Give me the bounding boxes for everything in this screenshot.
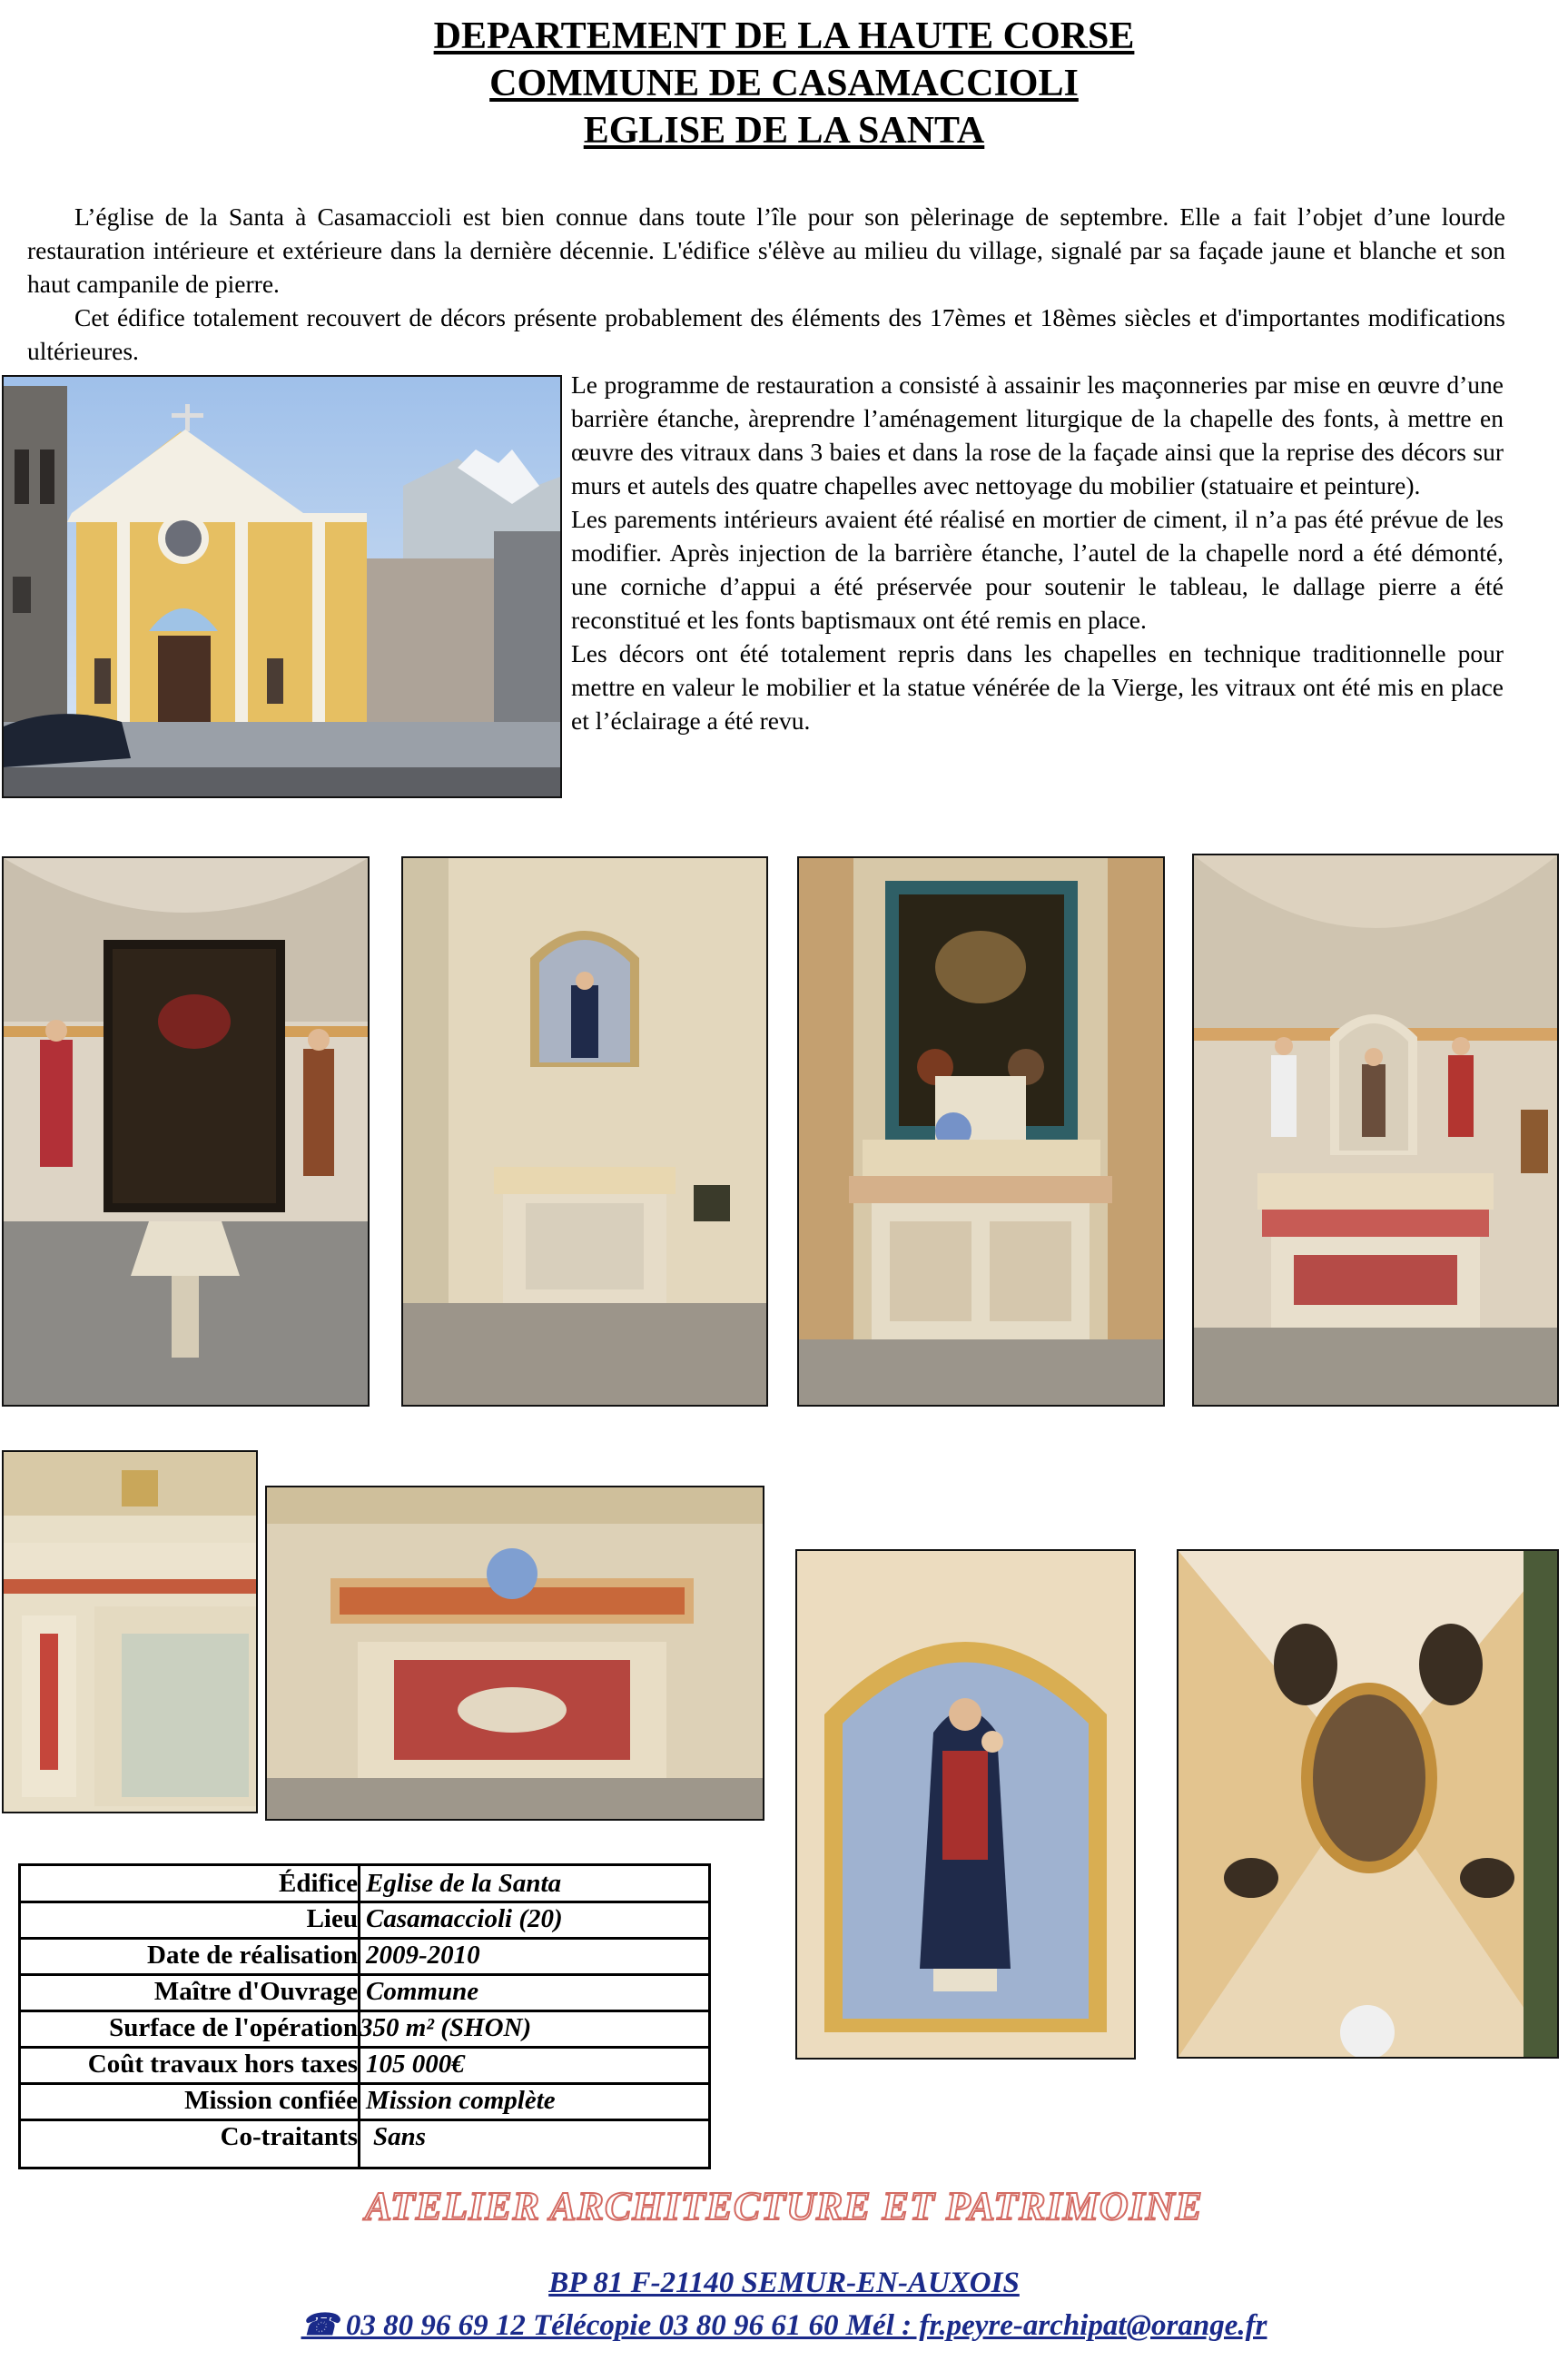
info-value: 350 m² (SHON) (360, 2013, 532, 2042)
restoration-paragraph-2: Les parements intérieurs avaient été réalisé en mortier de ciment, il n’a pas été prévue de les modifier. Après injection de la barrière étanche, l’autel de la chapelle nord a été démonté, une corniche d’appui a été préservée pour soutenir le tableau, le dallage pierre a été reconstitué et les fonts baptismaux ont été remis en place. (571, 505, 1504, 634)
info-row-cout (21, 2047, 708, 2082)
title-department: DEPARTEMENT DE LA HAUTE CORSE (433, 15, 1135, 57)
info-row-edifice (21, 1866, 708, 1902)
info-label: Mission confiée (184, 2086, 358, 2115)
info-label: Lieu (306, 1904, 358, 1933)
title-church: EGLISE DE LA SANTA (583, 110, 985, 152)
info-label: Maître d'Ouvrage (153, 1977, 358, 2006)
info-value: Sans (373, 2122, 427, 2151)
photo-chapel-baptismal-fonts (2, 856, 370, 1407)
atelier-name: ATELIER ARCHITECTURE ET PATRIMOINE (365, 2184, 1203, 2228)
info-value: Commune (366, 1977, 479, 2006)
info-label: Surface de l'opération (109, 2013, 358, 2042)
intro-text (27, 200, 1505, 368)
info-label: Édifice (279, 1869, 358, 1898)
info-value: Mission complète (366, 2086, 556, 2115)
photo-chapel-painting-altar (797, 856, 1165, 1407)
contact-line: ☎ 03 80 96 69 12 Télécopie 03 80 96 61 60 Mél : fr.peyre-archipat@orange.fr (301, 2309, 1267, 2342)
info-row-lieu (21, 1902, 708, 1937)
title-commune: COMMUNE DE CASAMACCIOLI (489, 63, 1079, 104)
photo-chapel-statues-altar (1192, 854, 1559, 1407)
document-header (0, 13, 1568, 154)
info-label: Date de réalisation (147, 1941, 358, 1970)
intro-paragraph-2: Cet édifice totalement recouvert de décors présente probablement des éléments des 17èmes et 18èmes siècles et d'importantes modifications ultérieures. (27, 303, 1505, 365)
info-row-cotraitants (21, 2119, 708, 2155)
photo-virgin-statue-niche (795, 1549, 1136, 2060)
project-info-table (18, 1863, 711, 2169)
photo-altar-detail-side (2, 1450, 258, 1813)
info-value: Casamaccioli (20) (366, 1904, 563, 1933)
info-row-maitre-ouvrage (21, 1974, 708, 2010)
postal-address: BP 81 F-21140 SEMUR-EN-AUXOIS (548, 2267, 1020, 2299)
info-value: Eglise de la Santa (366, 1869, 562, 1898)
info-row-date (21, 1938, 708, 1973)
info-value: 105 000€ (366, 2050, 465, 2079)
intro-paragraph-1: L’église de la Santa à Casamaccioli est bien connue dans toute l’île pour son pèlerinage de septembre. Elle a fait l’objet d’une lourde restauration intérieure et extérieure dans la dernière décennie. L'édifice s'élève au milieu du village, signalé par sa façade jaune et blanche et son haut campanile de pierre. (27, 203, 1505, 298)
restoration-paragraph-3: Les décors ont été totalement repris dans les chapelles en technique traditionnelle pour mettre en valeur le mobilier et la statue vénérée de la Vierge, les vitraux ont été mis en place et l’éclairage a été revu. (571, 639, 1504, 735)
photo-facade (2, 375, 562, 798)
info-row-mission (21, 2083, 708, 2119)
photo-altar-flowers (265, 1486, 764, 1821)
photo-painted-ceiling (1177, 1549, 1559, 2059)
info-value: 2009-2010 (366, 1941, 480, 1970)
info-label: Coût travaux hors taxes (87, 2050, 358, 2079)
restoration-paragraph-1: Le programme de restauration a consisté à assainir les maçonneries par mise en œuvre d’une barrière étanche, àreprendre l’aménagement liturgique de la chapelle des fonts, à mettre en œuvre des vitraux dans 3 baies et dans la rose de la façade ainsi que la reprise des décors sur murs et autels des quatre chapelles avec nettoyage du mobilier (statuaire et peinture). (571, 370, 1504, 499)
photo-chapel-virgin-niche (401, 856, 768, 1407)
restoration-text (571, 368, 1504, 737)
info-row-surface (21, 2010, 708, 2046)
info-label: Co-traitants (220, 2122, 358, 2151)
